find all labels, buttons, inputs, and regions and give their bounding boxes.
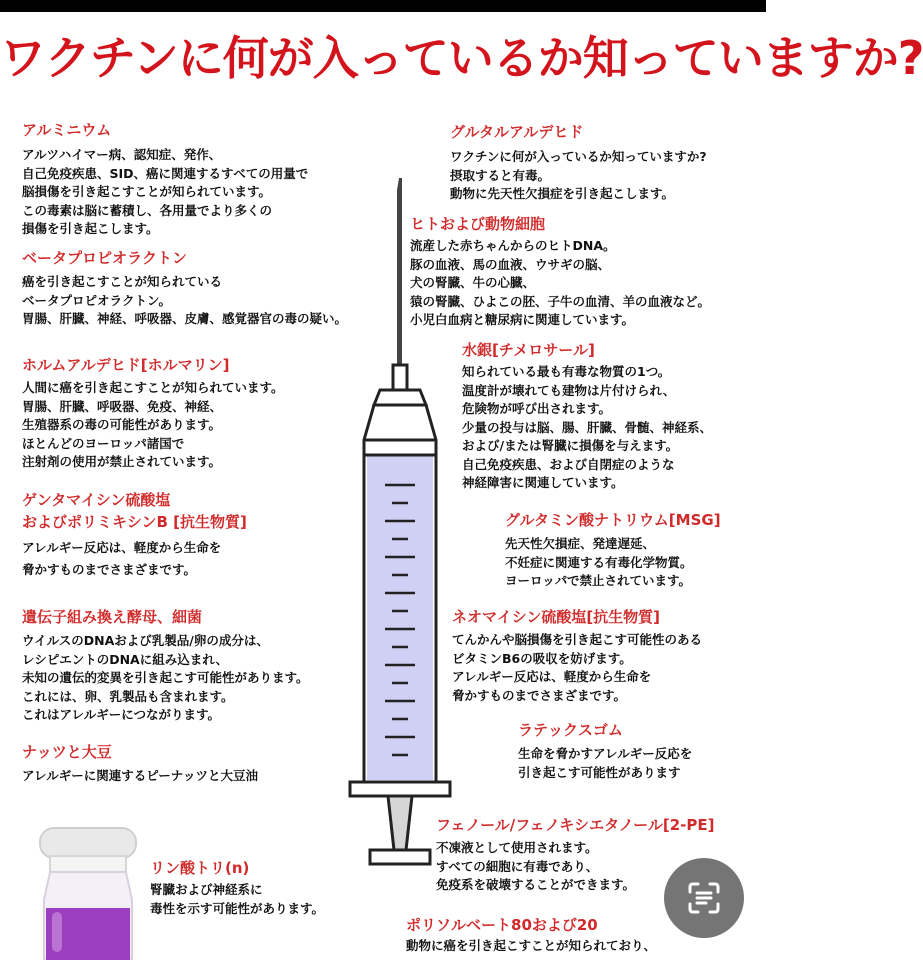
section-body: アレルギーに関連するピーナッツと大豆油 bbox=[22, 768, 258, 783]
section-heading: グルタルアルデヒド bbox=[450, 123, 584, 141]
section-body: 不凍液として使用されます。 すべての細胞に有毒であり、 免疫系を破壊することができます。 bbox=[436, 840, 636, 892]
text-scan-button[interactable] bbox=[664, 858, 744, 938]
vial-cap bbox=[40, 828, 136, 858]
section-heading: 水銀[チメロサール] bbox=[462, 341, 595, 359]
section-heading: ネオマイシン硫酸塩[抗生物質] bbox=[452, 608, 661, 626]
section-msg bbox=[505, 510, 721, 591]
section-beta-propiolactone bbox=[22, 248, 347, 329]
section-body: 人間に癌を引き起こすことが知られています。 胃腸、肝臓、呼吸器、免疫、神経、 生殖器系の毒の可能性があります。 ほとんどのヨーロッパ諸国で 注射剤の使用が禁止されています。 bbox=[22, 380, 284, 469]
section-heading: ナッツと大豆 bbox=[22, 743, 112, 761]
section-heading: ポリソルベート80および20 bbox=[406, 916, 598, 934]
section-body: アレルギー反応は、軽度から生命を 脅かすものまでさまざまです。 bbox=[22, 540, 222, 577]
section-polysorbate bbox=[406, 915, 656, 956]
text-scan-icon bbox=[684, 878, 724, 918]
section-heading: リン酸トリ(n) bbox=[150, 859, 250, 877]
section-mercury bbox=[462, 340, 712, 493]
section-latex bbox=[518, 720, 692, 782]
section-body: てんかんや脳損傷を引き起こす可能性のある ビタミンB6の吸収を妨げます。 アレルギー反応は、軽度から生命を 脅かすものまでさまざまです。 bbox=[452, 632, 703, 703]
section-heading: アルミニウム bbox=[22, 121, 112, 139]
section-body: 癌を引き起こすことが知られている ベータプロピオラクトン。 胃腸、肝臓、神経、呼吸器、皮膚、感覚器官の毒の疑い。 bbox=[22, 274, 348, 326]
section-heading: ヒトおよび動物細胞 bbox=[410, 215, 546, 233]
section-body: アルツハイマー病、認知症、発作、 自己免疫疾患、SID、癌に関連するすべての用量で 脳損傷を引き起こすことが知られています。 この毒素は脳に蓄積し、各用量でより多くの 損傷を引き起こします。 bbox=[22, 147, 309, 236]
syringe-plunger-head bbox=[370, 850, 430, 864]
section-heading: グルタミン酸ナトリウム[MSG] bbox=[505, 511, 721, 529]
top-bar bbox=[0, 0, 766, 12]
syringe-flange bbox=[350, 782, 450, 796]
syringe-hub bbox=[393, 365, 407, 390]
section-gentamicin bbox=[22, 490, 247, 581]
page-title: ワクチンに何が入っているか知っていますか? bbox=[0, 31, 923, 85]
section-heading: 遺伝子組み換え酵母、細菌 bbox=[22, 608, 203, 626]
syringe-illustration bbox=[340, 170, 460, 880]
section-formaldehyde bbox=[22, 355, 284, 472]
section-tributyl-phosphate bbox=[150, 858, 324, 918]
section-heading: フェノール/フェノキシエタノール[2-PE] bbox=[436, 816, 715, 834]
section-glutaraldehyde bbox=[450, 122, 707, 204]
section-body: 動物に癌を引き起こすことが知られており、 bbox=[406, 938, 657, 953]
section-nuts bbox=[22, 742, 258, 786]
section-aluminium bbox=[22, 120, 308, 239]
section-body: 先天性欠損症、発達遅延、 不妊症に関連する有毒化学物質。 ヨーロッパで禁止されています。 bbox=[505, 536, 693, 588]
section-body: ウイルスのDNAおよび乳製品/卵の成分は、 レシピエントのDNAに組み込まれ、 未知の遺伝的変異を引き起こす可能性があります。 これには、卵、乳製品も含まれます。 これはアレルギーにつながります。 bbox=[22, 633, 309, 722]
vial-illustration bbox=[20, 820, 155, 960]
syringe-needle bbox=[397, 178, 402, 365]
section-heading: ラテックスゴム bbox=[518, 721, 623, 739]
section-body: ワクチンに何が入っているか知っていますか? 摂取すると有毒。 動物に先天性欠損症を引き起こします。 bbox=[450, 149, 707, 201]
section-heading: ベータプロピオラクトン bbox=[22, 249, 188, 267]
section-body: 生命を脅かすアレルギー反応を 引き起こす可能性があります bbox=[518, 746, 693, 780]
section-neomycin bbox=[452, 607, 702, 705]
section-body: 知られている最も有毒な物質の1つ。 温度計が壊れても建物は片付けられ、 危険物が呼び出されます。 少量の投与は脳、腸、肝臓、骨髄、神経系、 および/または腎臓に損傷を与えます。 自己免疫疾患、および自閉症のような 神経障害に関連しています。 bbox=[462, 364, 713, 490]
section-body: 腎臓および神経系に 毒性を示す可能性があります。 bbox=[150, 882, 325, 916]
section-heading: ホルムアルデヒド[ホルマリン] bbox=[22, 356, 230, 374]
section-recombinant bbox=[22, 607, 309, 725]
section-body: 流産した赤ちゃんからのヒトDNA。 豚の血液、馬の血液、ウサギの脳、 犬の腎臓、牛の心臓、 猿の腎臓、ひよこの胚、子牛の血清、羊の血液など。 小児白血病と糖尿病に関連しています。 bbox=[410, 238, 711, 327]
section-heading: ゲンタマイシン硫酸塩 bbox=[22, 491, 171, 509]
section-heading-2: およびポリミキシンB [抗生物質] bbox=[22, 513, 247, 531]
syringe-tip bbox=[374, 390, 426, 405]
syringe-plunger bbox=[388, 796, 412, 850]
